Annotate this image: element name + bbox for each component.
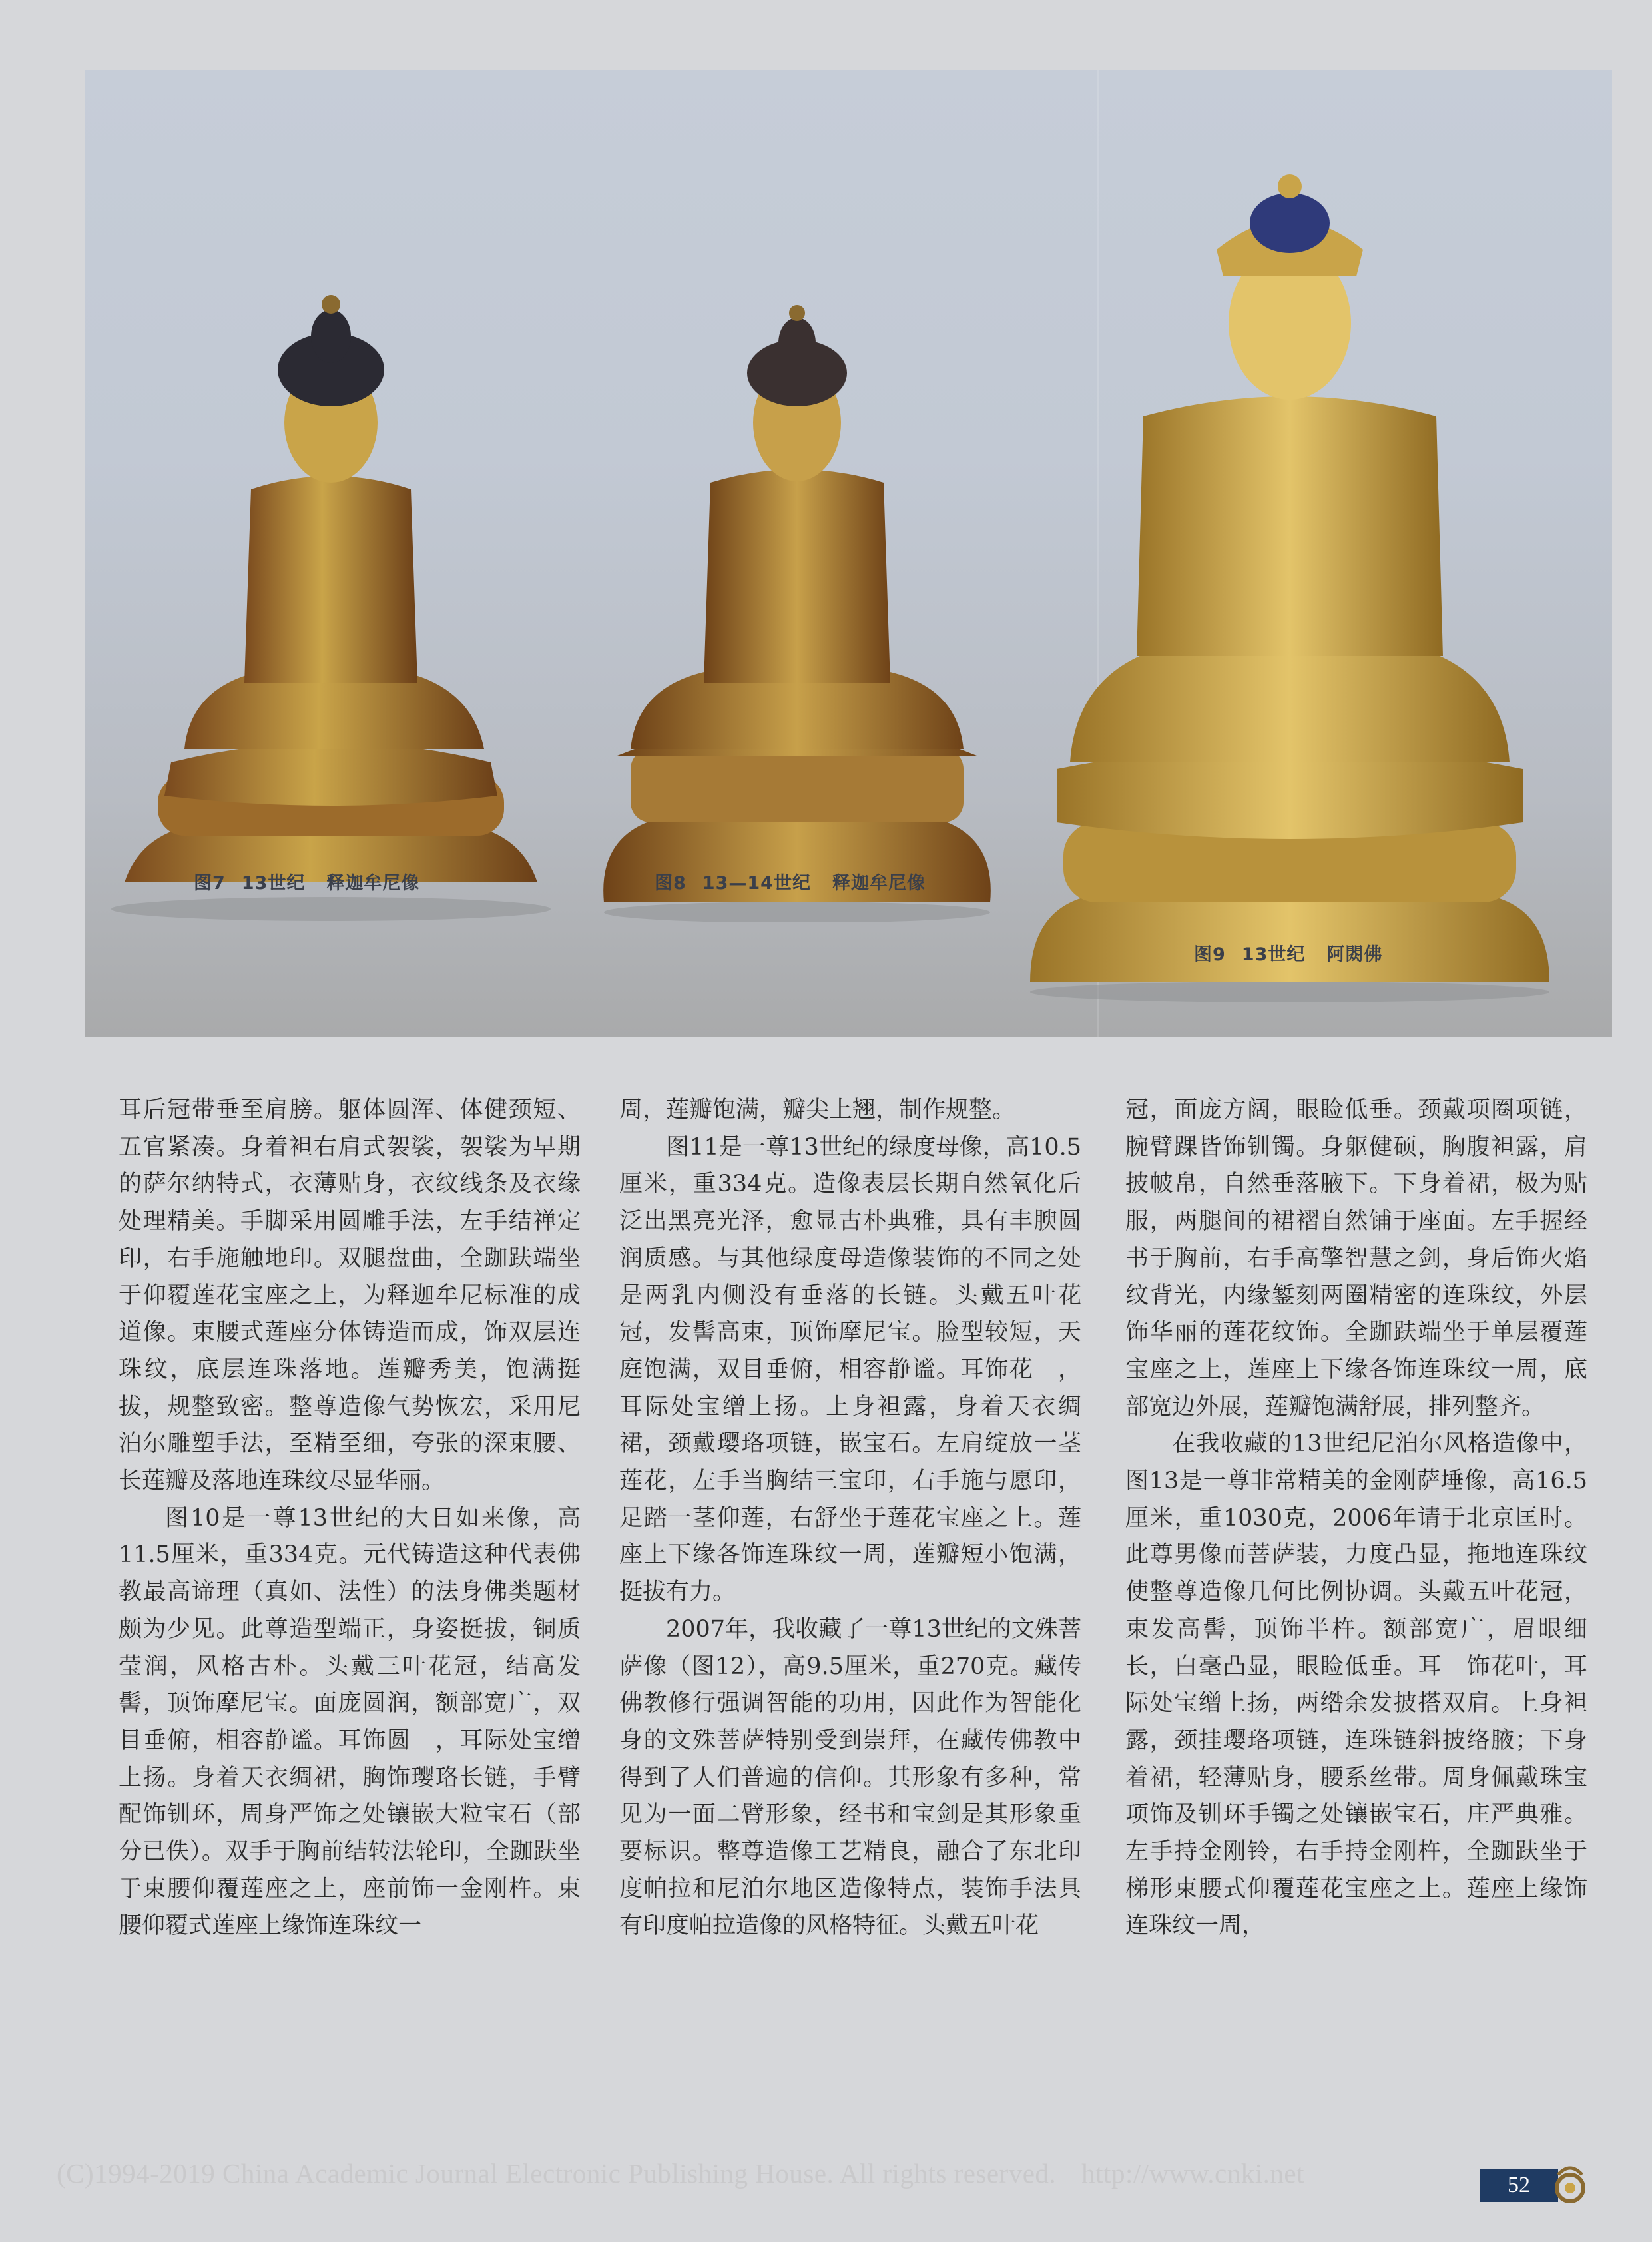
paragraph: 2007年，我收藏了一尊13世纪的文殊菩萨像（图12），高9.5厘米，重270克。藏传佛教修行强调智能的功用，因此作为智能化身的文殊菩萨特别受到崇拜，在藏传佛教中得到了人们普遍的信仰。其形象有多种，常见为一面二臂形象，经书和宝剑是其形象重要标识。整尊造像工艺精良，融合了东北印度帕拉和尼泊尔地区造像特点，装饰手法具有印度帕拉造像的风格特征。头戴五叶花 <box>619 1615 1081 1940</box>
caption-fig7-number: 图7 <box>194 873 226 894</box>
caption-fig8-era: 13—14世纪 <box>702 873 811 894</box>
statue-fig9-akshobhya <box>1017 150 1563 1002</box>
text-column-3 <box>1125 1092 1587 1945</box>
copyright-text: (C)1994-2019 China Academic Journal Electronic Publishing House. All rights reserved. <box>57 2158 1057 2189</box>
caption-fig9-title: 阿閦佛 <box>1326 944 1383 965</box>
caption-fig9-number: 图9 <box>1194 944 1226 965</box>
paragraph: 冠，面庞方阔，眼睑低垂。颈戴项圈项链，腕臂踝皆饰钏镯。身躯健硕，胸腹袒露，肩披帔帛，自然垂落腋下。下身着裙，极为贴服，两腿间的裙褶自然铺于座面。左手握经书于胸前，右手高擎智慧之剑，身后饰火焰纹背光，内缘錾刻两圈精密的连珠纹，外层饰华丽的莲花纹饰。全跏趺端坐于单层覆莲宝座之上，莲座上下缘各饰连珠纹一周，底部宽边外展，莲瓣饱满舒展，排列整齐。 <box>1125 1097 1587 1420</box>
text-column-1 <box>119 1092 581 1945</box>
caption-fig8 <box>655 868 926 894</box>
page-number: 52 <box>1480 2169 1558 2202</box>
caption-fig8-number: 图8 <box>655 873 687 894</box>
caption-fig7-era: 13世纪 <box>241 873 306 894</box>
paragraph: 周，莲瓣饱满，瓣尖上翘，制作规整。 <box>619 1097 1016 1123</box>
caption-fig9-era: 13世纪 <box>1241 944 1306 965</box>
paragraph: 图11是一尊13世纪的绿度母像，高10.5厘米，重334克。造像表层长期自然氧化后泛出黑亮光泽，愈显古朴典雅，具有丰腴圆润质感。与其他绿度母造像装饰的不同之处是两乳内侧没有垂落的长链。头戴五叶花冠，发髻高束，顶饰摩尼宝。脸型较短，天庭饱满，双目垂俯，相容静谧。耳饰花 ，耳际处宝缯上扬。上身袒露，身着天衣绸裙，颈戴璎珞项链，嵌宝石。左肩绽放一茎莲花，左手当胸结三宝印，右手施与愿印，足踏一茎仰莲，右舒坐于莲花宝座之上。莲座上下缘各饰连珠纹一周，莲瓣短小饱满，挺拔有力。 <box>619 1133 1081 1606</box>
caption-fig9 <box>1194 940 1382 966</box>
caption-fig7 <box>194 868 419 894</box>
statues-photograph <box>85 70 1612 1037</box>
caption-fig7-title: 释迦牟尼像 <box>326 873 420 894</box>
statue-fig8-shakyamuni <box>591 270 1003 922</box>
statue-fig7-shakyamuni <box>98 270 564 922</box>
copyright-footer <box>57 2157 1304 2189</box>
caption-fig8-title: 释迦牟尼像 <box>832 873 926 894</box>
paragraph: 在我收藏的13世纪尼泊尔风格造像中，图13是一尊非常精美的金刚萨埵像，高16.5厘米，重1030克，2006年请于北京匡时。此尊男像而菩萨装，力度凸显，拖地连珠纹使整尊造像几何比例协调。头戴五叶花冠，束发高髻，顶饰半杵。额部宽广，眉眼细长，白毫凸显，眼睑低垂。耳 饰花叶，耳际处宝缯上扬，两绺余发披搭双肩。上身袒露，颈挂璎珞项链，连珠链斜披络腋；下身着裙，轻薄贴身，腰系丝带。周身佩戴珠宝项饰及钏环手镯之处镶嵌宝石，庄严典雅。左手持金刚铃，右手持金刚杵，全跏趺坐于梯形束腰式仰覆莲花宝座之上。莲座上缘饰连珠纹一周， <box>1125 1430 1587 1940</box>
text-column-2 <box>619 1092 1081 1945</box>
page-emblem-icon <box>1551 2161 1589 2205</box>
footer-url: http://www.cnki.net <box>1081 2158 1304 2189</box>
paragraph: 耳后冠带垂至肩膀。躯体圆浑、体健颈短、五官紧凑。身着袒右肩式袈裟，袈裟为早期的萨尔纳特式，衣薄贴身，衣纹线条及衣缘处理精美。手脚采用圆雕手法，左手结禅定印，右手施触地印。双腿盘曲，全跏趺端坐于仰覆莲花宝座之上，为释迦牟尼标准的成道像。束腰式莲座分体铸造而成，饰双层连珠纹，底层连珠落地。莲瓣秀美，饱满挺拔，规整致密。整尊造像气势恢宏，采用尼泊尔雕塑手法，至精至细，夸张的深束腰、长莲瓣及落地连珠纹尽显华丽。 <box>119 1097 581 1495</box>
paragraph: 图10是一尊13世纪的大日如来像，高11.5厘米，重334克。元代铸造这种代表佛教最高谛理（真如、法性）的法身佛类题材颇为少见。此尊造型端正，身姿挺拔，铜质莹润，风格古朴。头戴三叶花冠，结高发髻，顶饰摩尼宝。面庞圆润，额部宽广，双目垂俯，相容静谧。耳饰圆 ，耳际处宝缯上扬。身着天衣绸裙，胸饰璎珞长链，手臂配饰钏环，周身严饰之处镶嵌大粒宝石（部分已佚）。双手于胸前结转法轮印，全跏趺坐于束腰仰覆莲座之上，座前饰一金刚杵。束腰仰覆式莲座上缘饰连珠纹一 <box>119 1504 581 1940</box>
